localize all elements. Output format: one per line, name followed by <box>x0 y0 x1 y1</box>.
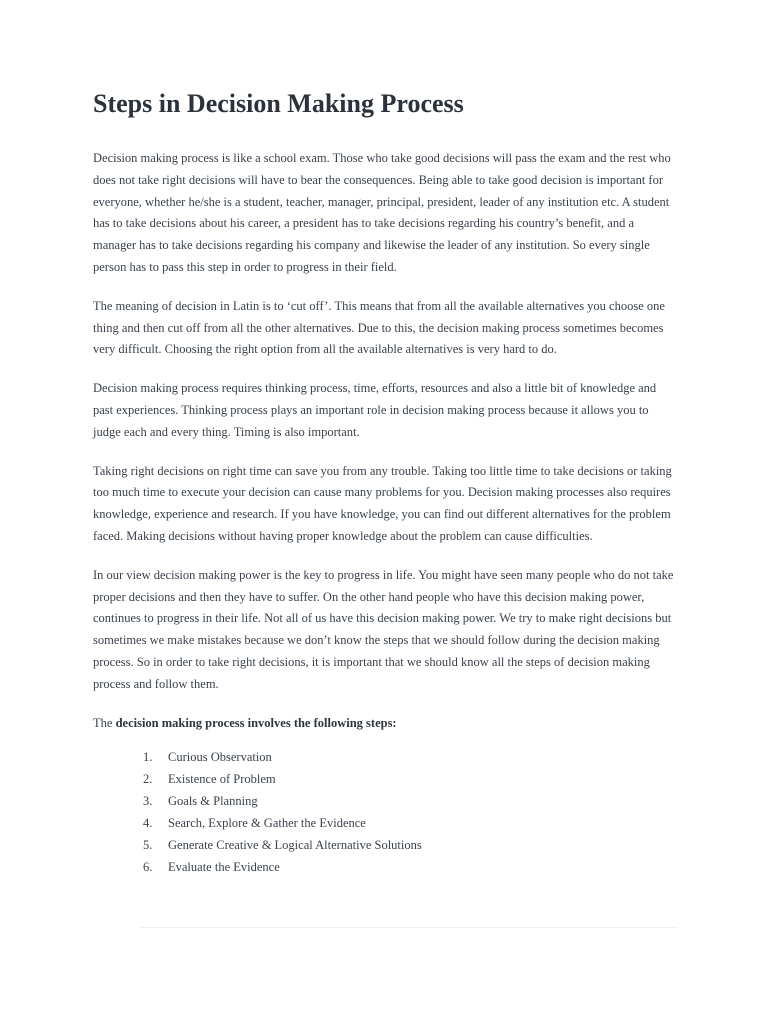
paragraph-5: In our view decision making power is the key to progress in life. You might have seen many people who do not take proper decisions and then they have to suffer. On the other hand people who have this decision making power, continues to progress in their life. Not all of us have this decision making power. We try to make right decisions but sometimes we make mistakes because we don’t know the steps that we should follow during the decision making process. So in order to take right decisions, it is important that we should know all the steps of decision making process and follow them. <box>93 567 674 691</box>
list-item-number: 3. <box>143 794 153 809</box>
steps-intro <box>93 713 677 735</box>
steps-intro-bold: decision making process involves the following steps: <box>115 715 397 730</box>
list-item-text: Evaluate the Evidence <box>168 859 280 874</box>
list-item <box>143 791 677 813</box>
list-item-number: 1. <box>143 750 153 765</box>
steps-intro-prefix: The <box>93 715 116 730</box>
paragraph-2: The meaning of decision in Latin is to ‘cut off’. This means that from all the available alternatives you choose one thing and then cut off from all the other alternatives. Due to this, the decision making process sometimes becomes very difficult. Choosing the right option from all the available alternatives is very hard to do. <box>93 298 665 357</box>
paragraph-1: Decision making process is like a school exam. Those who take good decisions will pass the exam and the rest who does not take right decisions will have to bear the consequences. Being able to take good decision is important for everyone, whether he/she is a student, teacher, manager, principal, president, leader of any institution etc. A student has to take decisions about his career, a president has to take decisions regarding his country’s benefit, and a manager has to take decisions regarding his company and likewise the leader of any institution. So every single person has to pass this step in order to progress in their field. <box>93 151 671 274</box>
page-title: Steps in Decision Making Process <box>93 89 464 118</box>
list-item-text: Curious Observation <box>168 750 272 765</box>
list-item-text: Goals & Planning <box>168 794 258 809</box>
paragraph-3: Decision making process requires thinking process, time, efforts, resources and also a little bit of knowledge and past experiences. Thinking process plays an important role in decision making process because it allows you to judge each and every thing. Timing is also important. <box>93 381 657 439</box>
list-item-number: 4. <box>143 816 153 831</box>
steps-list <box>93 747 677 878</box>
list-item-text: Generate Creative & Logical Alternative Solutions <box>168 837 422 852</box>
list-item <box>143 747 677 769</box>
list-item <box>143 769 677 791</box>
list-item-number: 5. <box>143 837 153 852</box>
list-item-number: 6. <box>143 859 153 874</box>
list-item-text: Existence of Problem <box>168 772 276 787</box>
list-item-number: 2. <box>143 772 153 787</box>
list-item <box>143 857 677 879</box>
article-body <box>93 148 677 879</box>
list-item <box>143 813 677 835</box>
list-item <box>143 835 677 857</box>
paragraph-4: Taking right decisions on right time can save you from any trouble. Taking too little time to take decisions or taking too much time to execute your decision can cause many problems for you. Decision making processes also requires knowledge, experience and research. If you have knowledge, you can find out different alternatives for the problem faced. Making decisions without having proper knowledge about the problem can cause difficulties. <box>93 463 672 543</box>
list-item-text: Search, Explore & Gather the Evidence <box>168 816 366 831</box>
page-divider <box>140 927 677 928</box>
